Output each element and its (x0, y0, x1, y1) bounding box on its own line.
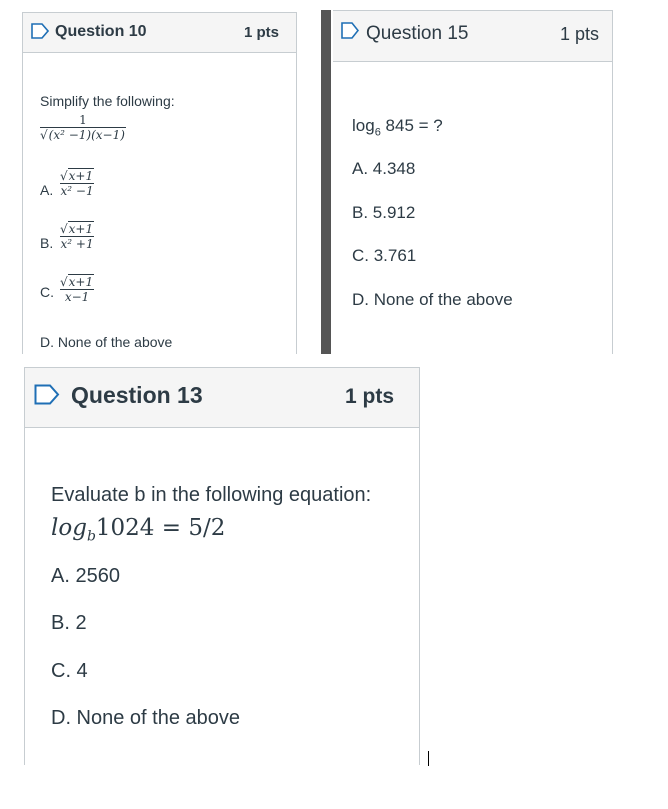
sqrt-symbol: √x+1 (60, 275, 94, 289)
log-label: log (352, 116, 375, 135)
option-a[interactable]: A. 2560 (51, 565, 120, 587)
option-c-letter[interactable]: C. (40, 284, 54, 300)
question-prompt: Evaluate b in the following equation: (51, 484, 372, 506)
question-13-card (24, 367, 420, 765)
question-10-card (22, 12, 297, 354)
question-13-body (24, 428, 420, 765)
sqrt-symbol: √x+1 (60, 169, 94, 183)
text-cursor (428, 751, 429, 766)
option-b-denominator: x² +1 (60, 237, 94, 251)
question-title: Question 13 (71, 382, 203, 408)
question-points: 1 pts (244, 24, 280, 41)
log-base: b (86, 528, 96, 545)
option-c-numerator (60, 275, 94, 289)
bookmark-flag-icon[interactable] (34, 384, 60, 405)
question-10-body (22, 53, 297, 354)
question-points: 1 pts (345, 385, 395, 408)
log-question (352, 116, 443, 138)
option-c[interactable]: C. 4 (51, 660, 88, 682)
option-d[interactable]: D. None of the above (352, 290, 513, 309)
log-equation (51, 515, 225, 545)
option-d[interactable]: D. None of the above (51, 707, 241, 729)
expression-numerator: 1 (79, 113, 87, 127)
question-15-body (333, 62, 613, 354)
option-a-numerator (60, 169, 94, 183)
expression-denominator (40, 128, 126, 142)
option-d[interactable]: D. None of the above (40, 334, 173, 350)
question-title: Question 10 (55, 23, 147, 40)
question-prompt: Simplify the following: (40, 93, 175, 109)
option-b-letter[interactable]: B. (40, 235, 54, 251)
bookmark-flag-icon[interactable] (341, 22, 359, 39)
option-c-fraction[interactable] (60, 275, 94, 304)
option-c[interactable]: C. 3.761 (352, 246, 417, 265)
radicand: (x² −1)(x−1) (48, 128, 125, 142)
expression-fraction (40, 113, 126, 142)
question-15-card (333, 10, 613, 354)
log-equation-rest: 1024 = 5/2 (95, 515, 226, 541)
sqrt-symbol: √(x² −1)(x−1) (40, 128, 125, 142)
log-label: log (51, 515, 87, 541)
option-b-numerator (60, 222, 94, 236)
question-10-header (22, 12, 297, 53)
radicand: x+1 (68, 275, 94, 289)
radicand: x+1 (68, 222, 94, 236)
bookmark-flag-icon[interactable] (31, 23, 49, 39)
question-13-header (24, 367, 420, 428)
option-a-denominator: x² −1 (60, 184, 94, 198)
question-points: 1 pts (560, 24, 600, 44)
option-b[interactable]: B. 2 (51, 612, 87, 634)
panel-separator (321, 10, 331, 354)
option-b-fraction[interactable] (60, 222, 94, 251)
log-base: 6 (374, 126, 381, 139)
sqrt-symbol: √x+1 (60, 222, 94, 236)
radicand: x+1 (68, 169, 94, 183)
question-15-header (333, 10, 613, 62)
option-c-denominator: x−1 (64, 290, 90, 304)
log-argument: 845 = ? (380, 116, 443, 135)
question-title: Question 15 (366, 23, 469, 44)
option-b[interactable]: B. 5.912 (352, 203, 416, 222)
option-a-fraction[interactable] (60, 169, 94, 198)
option-a[interactable]: A. 4.348 (352, 159, 416, 178)
option-a-letter[interactable]: A. (40, 182, 54, 198)
